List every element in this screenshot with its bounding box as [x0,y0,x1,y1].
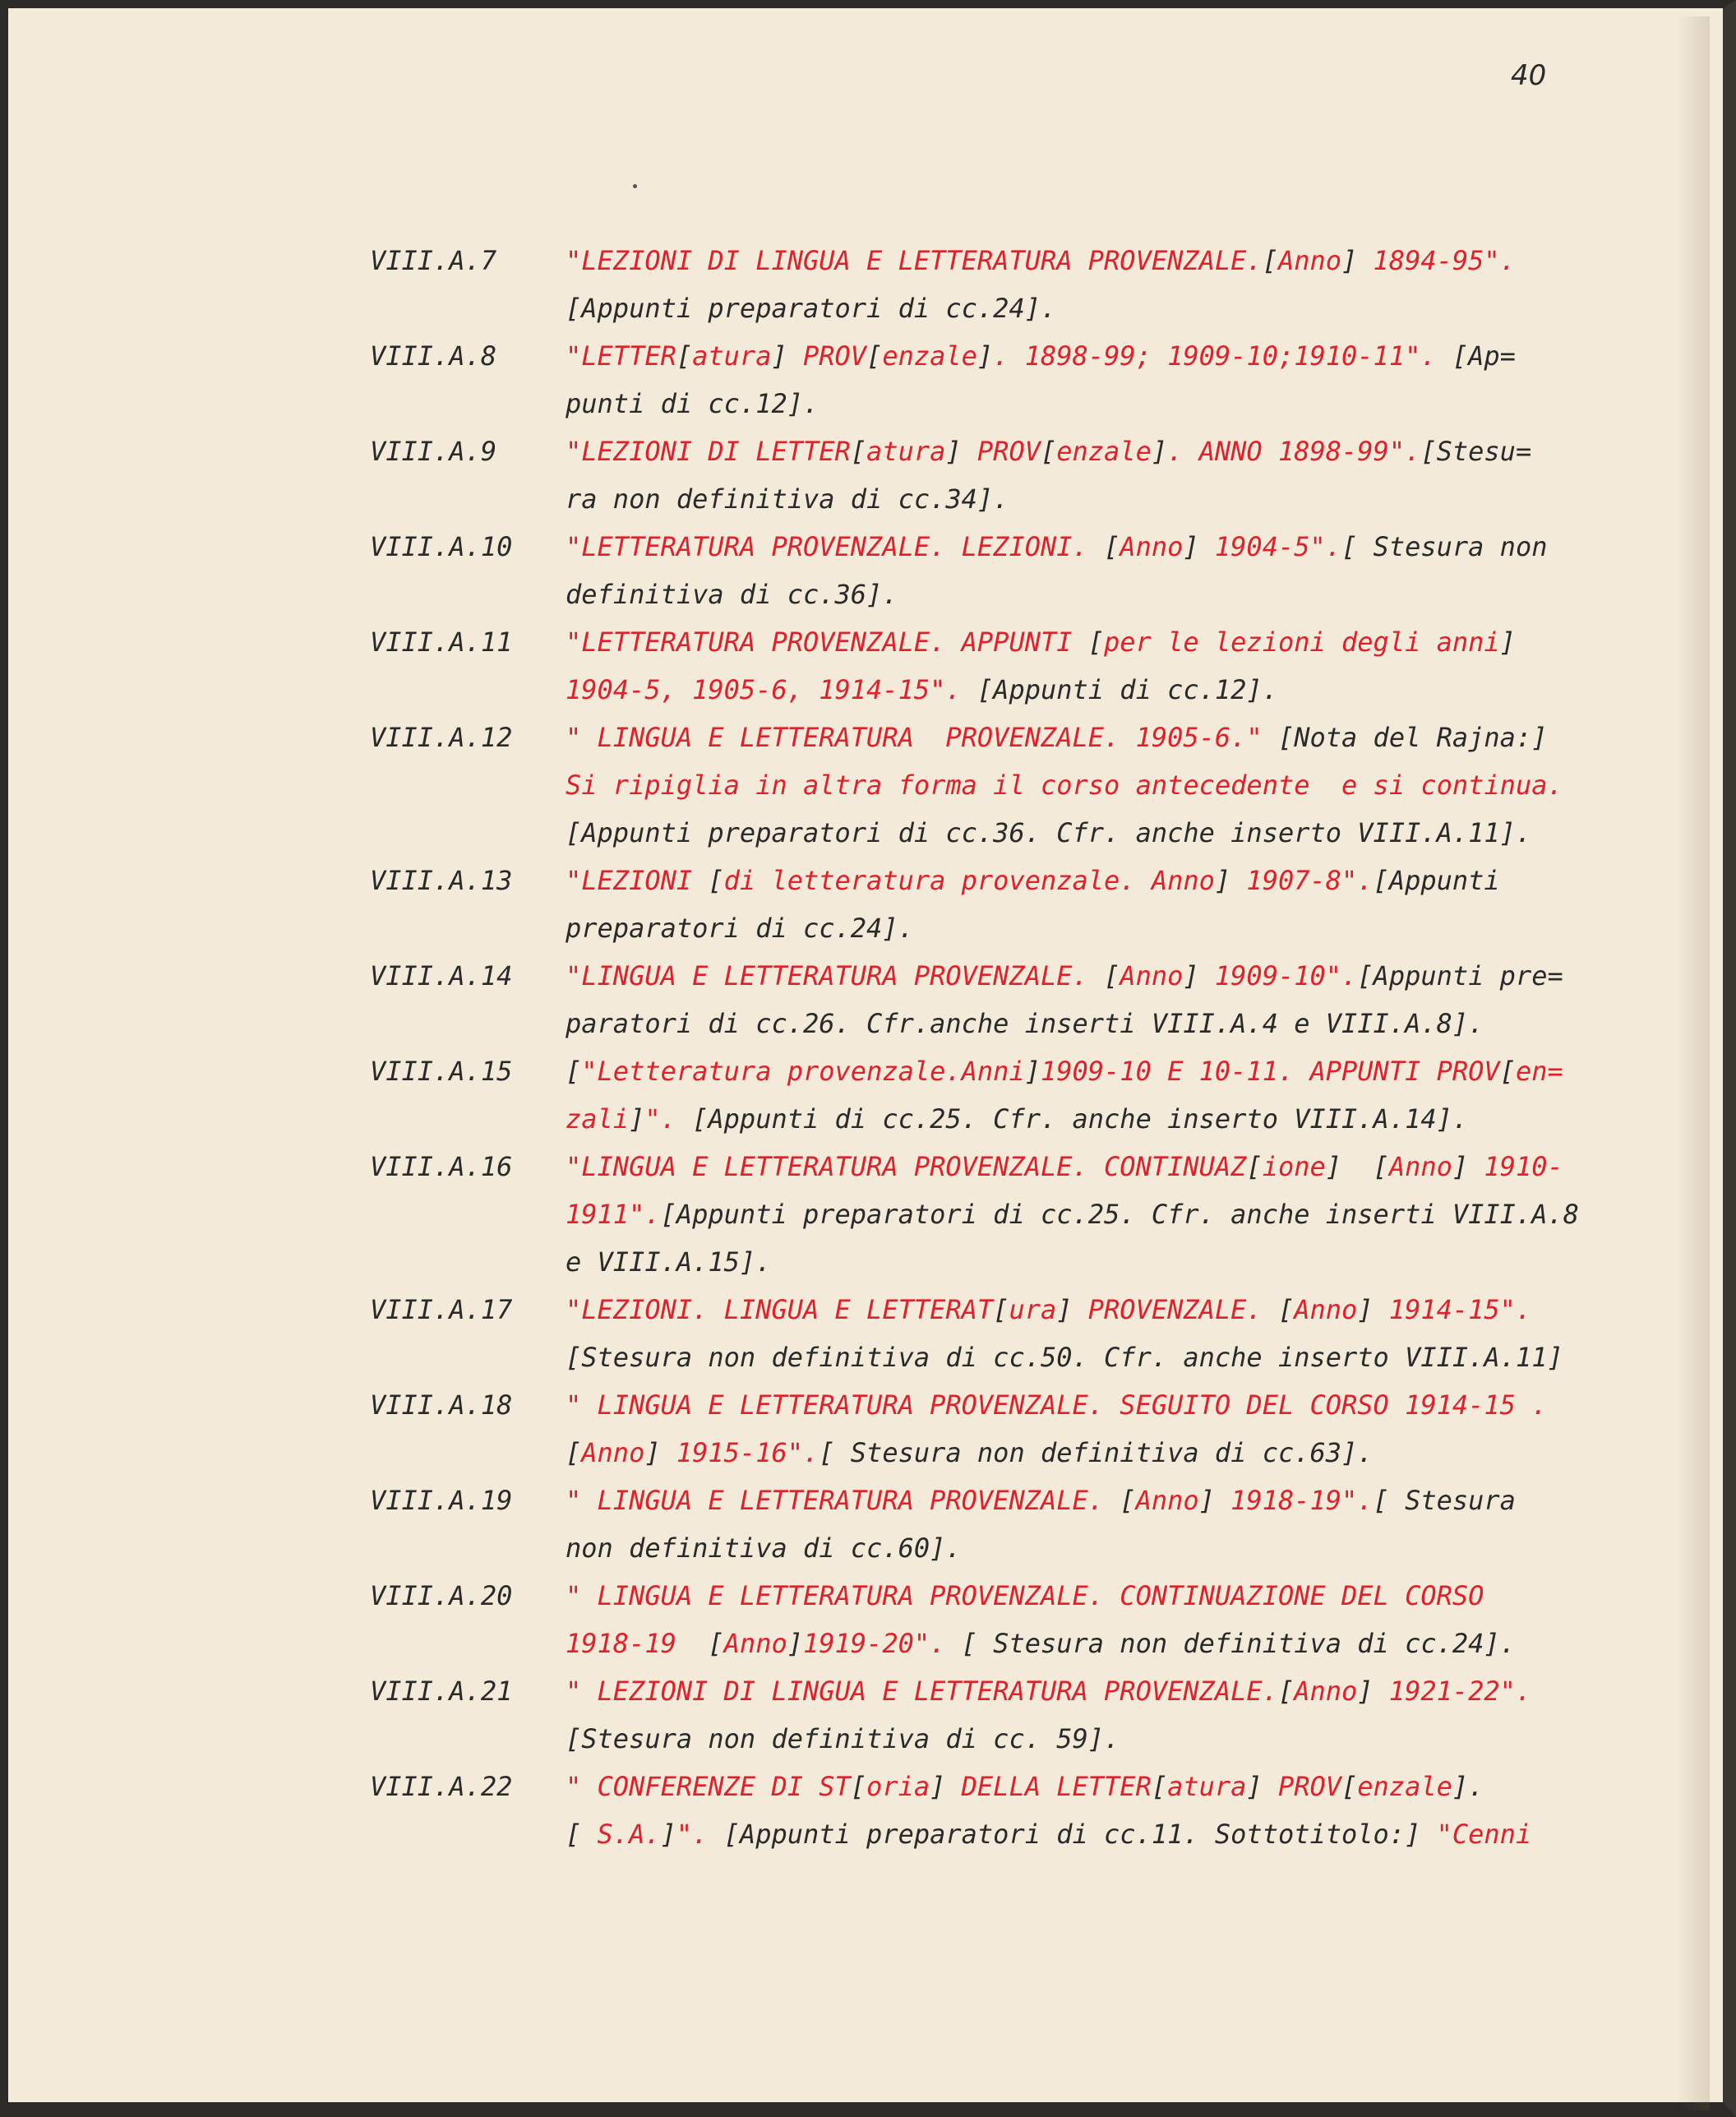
description-line [566,332,1634,380]
black-ink-text: [ [1104,531,1120,562]
black-ink-text: ]. [1452,1771,1484,1802]
entry-description [566,1667,1634,1763]
red-ink-text: Anno [1120,531,1184,562]
entry-description [566,237,1634,332]
black-ink-text: ] [1024,1056,1041,1087]
red-ink-text: 1919-20". [802,1628,962,1659]
black-ink-text: [Appunti preparatori di cc.11. Sottotitolo:] [723,1819,1437,1850]
description-line [566,761,1634,809]
black-ink-text: ] [1357,1294,1389,1325]
red-ink-text: Anno [1135,1485,1199,1516]
red-ink-text: "LETTER [566,340,676,372]
black-ink-text: [Appunti di cc.12]. [976,674,1278,705]
black-ink-text: e VIII.A.15]. [566,1246,772,1278]
red-ink-text: "Cenni [1436,1819,1532,1850]
black-ink-text: [Stesu= [1420,436,1532,467]
inventory-entry [370,523,1652,618]
entry-shelfmark: VIII.A.8 [370,340,497,372]
description-line [566,237,1634,284]
black-ink-text: ] [644,1437,676,1468]
black-ink-text: ] [771,340,803,372]
black-ink-text: [ Stesura [1373,1485,1516,1516]
black-ink-text: ] [1056,1294,1088,1325]
red-ink-text: "LINGUA E LETTERATURA PROVENZALE. CONTINUAZ [566,1151,1247,1182]
black-ink-text: paratori di cc.26. Cfr.anche inserti VIII.A.4 e VIII.A.8]. [566,1008,1484,1039]
black-ink-text: [ [566,1819,598,1850]
black-ink-text: [ Stesura non definitiva di cc.63]. [819,1437,1374,1468]
black-ink-text: [ Stesura non definitiva di cc.24]. [961,1628,1516,1659]
red-ink-text: PROV [802,340,867,372]
description-line [566,1477,1634,1524]
red-ink-text: "LEZIONI. LINGUA E LETTERAT [566,1294,994,1325]
red-ink-text: oria [866,1771,930,1802]
red-ink-text: "LEZIONI [566,865,709,896]
entry-shelfmark: VIII.A.12 [370,722,513,753]
entry-shelfmark: VIII.A.7 [370,245,497,276]
black-ink-text: ] [629,1103,645,1135]
black-ink-text: [ [1104,960,1120,991]
description-line [566,1190,1634,1238]
inventory-entry [370,237,1652,332]
description-line [566,523,1634,571]
description-line [566,1810,1634,1858]
red-ink-text: " LINGUA E LETTERATURA PROVENZALE. SEGUITO DEL CORSO 1914-15 . [566,1389,1548,1421]
description-line [566,1572,1634,1620]
inventory-entry [370,428,1652,523]
inventory-entry [370,714,1652,857]
entry-shelfmark: VIII.A.11 [370,626,513,658]
entry-shelfmark: VIII.A.22 [370,1771,513,1802]
entry-description [566,1143,1634,1286]
black-ink-text: [Appunti preparatori di cc.24]. [566,293,1057,324]
description-line [566,428,1634,475]
black-ink-text: [Stesura non definitiva di cc.50. Cfr. anche inserto VIII.A.11] [566,1342,1563,1373]
description-line [566,1286,1634,1334]
black-ink-text: [Ap= [1452,340,1516,372]
entry-description [566,857,1634,952]
red-ink-text: 1904-5, 1905-6, 1914-15". [566,674,977,705]
entry-description [566,714,1634,857]
entry-description [566,332,1634,428]
black-ink-text: ] [930,1771,962,1802]
black-ink-text: [Appunti preparatori di cc.25. Cfr. anche inserti VIII.A.8 [660,1199,1579,1230]
inventory-entry [370,1667,1652,1763]
black-ink-text: ] [1183,531,1215,562]
description-line [566,618,1634,666]
black-ink-text: [ Stesura non [1341,531,1548,562]
red-ink-text: "LETTERATURA PROVENZALE. LEZIONI. [566,531,1105,562]
red-ink-text: enzale [1056,436,1152,467]
black-ink-text: [ [1499,1056,1516,1087]
black-ink-text: [ [566,1437,582,1468]
entry-shelfmark: VIII.A.14 [370,960,513,991]
red-ink-text: enzale [1357,1771,1452,1802]
red-ink-text: S.A. [597,1819,661,1850]
inventory-entry [370,1381,1652,1477]
red-ink-text: 1910- [1484,1151,1563,1182]
black-ink-text: [ [1151,1771,1168,1802]
description-line [566,1000,1634,1047]
black-ink-text: ] [ [1325,1151,1389,1182]
description-line [566,952,1634,1000]
red-ink-text: ". [644,1103,693,1135]
red-ink-text: atura [866,436,946,467]
description-line [566,1429,1634,1477]
red-ink-text: ione [1262,1151,1326,1182]
inventory-entry [370,618,1652,714]
black-ink-text: [ [850,1771,867,1802]
red-ink-text: PROV [1277,1771,1342,1802]
entry-shelfmark: VIII.A.16 [370,1151,513,1182]
inventory-entry [370,1763,1652,1858]
description-line [566,857,1634,904]
description-line [566,1620,1634,1667]
description-line [566,571,1634,618]
red-ink-text: " LINGUA E LETTERATURA PROVENZALE. 1905-6." [566,722,1278,753]
description-line [566,1667,1634,1715]
red-ink-text: atura [1167,1771,1247,1802]
inventory-entry [370,1572,1652,1667]
black-ink-text: [ [708,1628,724,1659]
red-ink-text: 1909-10 E 10-11. APPUNTI PROV [1040,1056,1500,1087]
black-ink-text: [ [1262,245,1278,276]
black-ink-text: ] [1452,1151,1484,1182]
inventory-entry [370,1477,1652,1572]
black-ink-text: ra non definitiva di cc.34]. [566,483,1009,515]
black-ink-text: [ [1277,1676,1295,1707]
entry-description [566,1286,1634,1381]
inventory-entry [370,1143,1652,1286]
red-ink-text: Anno [1388,1151,1452,1182]
red-ink-text: 1914-15". [1388,1294,1532,1325]
red-ink-text: "Letteratura provenzale.Anni [581,1056,1025,1087]
black-ink-text: [ [708,865,724,896]
black-ink-text: [Appunti [1373,865,1500,896]
red-ink-text: di letteratura provenzale. Anno [723,865,1215,896]
red-ink-text: "LETTERATURA PROVENZALE. APPUNTI [566,626,1088,658]
black-ink-text: [Nota del Rajna:] [1277,722,1548,753]
red-ink-text: 1918-19". [1230,1485,1374,1516]
description-line [566,1143,1634,1190]
description-line [566,380,1634,428]
red-ink-text: "LEZIONI DI LINGUA E LETTERATURA PROVENZALE. [566,245,1263,276]
red-ink-text: 1904-5". [1214,531,1342,562]
description-line [566,1334,1634,1381]
black-ink-text: [ [566,1056,582,1087]
red-ink-text: enzale [882,340,977,372]
red-ink-text: " CONFERENZE DI ST [566,1771,851,1802]
black-ink-text: [Stesura non definitiva di cc. 59]. [566,1723,1120,1754]
page-number: 40 [1511,59,1547,92]
red-ink-text: 1918-19 [566,1628,709,1659]
entry-description [566,1381,1634,1477]
entry-description [566,428,1634,523]
red-ink-text: Anno [1294,1294,1358,1325]
page-edge-shadow [1677,16,1710,2110]
entry-shelfmark: VIII.A.20 [370,1580,513,1611]
description-line [566,1095,1634,1143]
red-ink-text: " LEZIONI DI LINGUA E LETTERATURA PROVENZALE. [566,1676,1278,1707]
black-ink-text: [Appunti pre= [1357,960,1563,991]
black-ink-text: [ [993,1294,1009,1325]
entry-description [566,618,1634,714]
red-ink-text: en= [1515,1056,1563,1087]
inventory-entry [370,857,1652,952]
inventory-entry [370,952,1652,1047]
red-ink-text: PROVENZALE. [1087,1294,1278,1325]
entry-description [566,1572,1634,1667]
entry-shelfmark: VIII.A.13 [370,865,513,896]
entry-shelfmark: VIII.A.18 [370,1389,513,1421]
black-ink-text: ] [976,340,994,372]
ink-dot [633,184,637,188]
red-ink-text: Anno [581,1437,645,1468]
inventory-entry [370,1047,1652,1143]
inventory-entry [370,1286,1652,1381]
black-ink-text: ] [1183,960,1215,991]
red-ink-text: Anno [1120,960,1184,991]
black-ink-text: ] [1246,1771,1278,1802]
black-ink-text: punti di cc.12]. [566,388,820,419]
black-ink-text: [ [1246,1151,1263,1182]
red-ink-text: Si ripiglia in altra forma il corso antecedente e si continua. [566,770,1563,801]
entry-description [566,1477,1634,1572]
black-ink-text: [ [676,340,693,372]
red-ink-text: ". [676,1819,724,1850]
black-ink-text: [Appunti di cc.25. Cfr. anche inserto VIII.A.14]. [692,1103,1469,1135]
red-ink-text: Anno [1294,1676,1358,1707]
description-line [566,1381,1634,1429]
red-ink-text: . 1898-99; 1909-10;1910-11". [993,340,1452,372]
black-ink-text: ] [945,436,977,467]
black-ink-text: ] [1198,1485,1231,1516]
description-line [566,1763,1634,1810]
black-ink-text: [ [1040,436,1057,467]
description-line [566,666,1634,714]
entry-shelfmark: VIII.A.17 [370,1294,513,1325]
red-ink-text: DELLA LETTER [961,1771,1152,1802]
red-ink-text: ura [1009,1294,1057,1325]
red-ink-text: per le lezioni degli anni [1104,626,1500,658]
description-line [566,1524,1634,1572]
entry-shelfmark: VIII.A.21 [370,1676,513,1707]
inventory-entries [370,237,1652,1858]
entry-description [566,523,1634,618]
red-ink-text: " LINGUA E LETTERATURA PROVENZALE. [566,1485,1120,1516]
black-ink-text: [ [866,340,883,372]
entry-description [566,1763,1634,1858]
black-ink-text: ] [787,1628,803,1659]
entry-shelfmark: VIII.A.15 [370,1056,513,1087]
black-ink-text: non definitiva di cc.60]. [566,1532,962,1564]
description-line [566,1715,1634,1763]
inventory-entry [370,332,1652,428]
red-ink-text: 1894-95". [1373,245,1516,276]
black-ink-text: ] [1214,865,1247,896]
red-ink-text: 1907-8". [1246,865,1374,896]
description-line [566,714,1634,761]
black-ink-text: [ [1087,626,1105,658]
black-ink-text: [ [1120,1485,1136,1516]
black-ink-text: [ [850,436,867,467]
description-line [566,809,1634,857]
entry-shelfmark: VIII.A.10 [370,531,513,562]
description-line [566,475,1634,523]
entry-description [566,952,1634,1047]
description-line [566,284,1634,332]
black-ink-text: [Appunti preparatori di cc.36. Cfr. anche inserto VIII.A.11]. [566,817,1532,848]
black-ink-text: ] [1341,245,1374,276]
red-ink-text: Anno [723,1628,787,1659]
entry-shelfmark: VIII.A.9 [370,436,497,467]
description-line [566,1238,1634,1286]
black-ink-text: preparatori di cc.24]. [566,913,914,944]
red-ink-text: 1921-22". [1388,1676,1532,1707]
black-ink-text: [ [1277,1294,1295,1325]
red-ink-text: PROV [976,436,1041,467]
black-ink-text: ] [660,1819,676,1850]
red-ink-text: Anno [1277,245,1342,276]
red-ink-text: atura [692,340,772,372]
entry-description [566,1047,1634,1143]
black-ink-text: [ [1341,1771,1358,1802]
red-ink-text: zali [566,1103,630,1135]
description-line [566,1047,1634,1095]
entry-shelfmark: VIII.A.19 [370,1485,513,1516]
red-ink-text: " LINGUA E LETTERATURA PROVENZALE. CONTINUAZIONE DEL CORSO [566,1580,1484,1611]
black-ink-text: ] [1357,1676,1389,1707]
red-ink-text: . ANNO 1898-99". [1167,436,1421,467]
black-ink-text: ] [1151,436,1168,467]
red-ink-text: 1911". [566,1199,661,1230]
description-line [566,904,1634,952]
red-ink-text: 1909-10". [1214,960,1358,991]
red-ink-text: "LEZIONI DI LETTER [566,436,851,467]
black-ink-text: definitiva di cc.36]. [566,579,898,610]
red-ink-text: 1915-16". [676,1437,820,1468]
black-ink-text: ] [1499,626,1516,658]
red-ink-text: "LINGUA E LETTERATURA PROVENZALE. [566,960,1105,991]
